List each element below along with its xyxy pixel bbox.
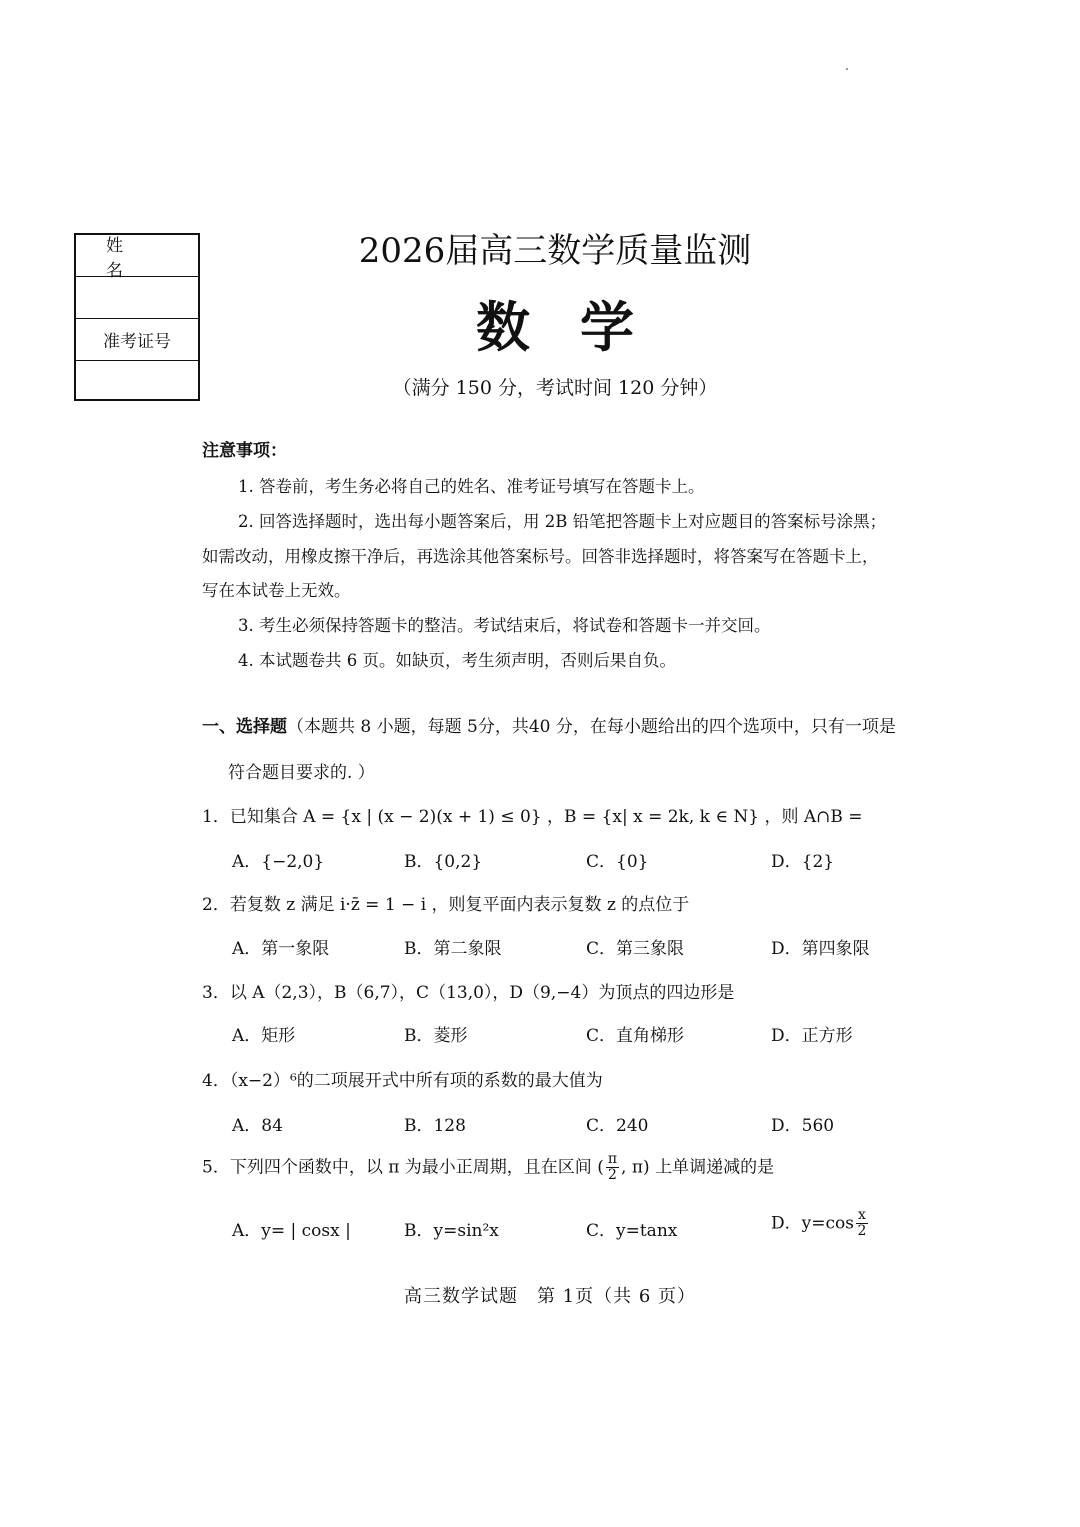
- fraction-denominator: 2: [857, 1223, 867, 1240]
- section-desc: （本题共 8 小题，每题 5分，共40 分，在每小题给出的四个选项中，只有一项是: [287, 717, 896, 737]
- page-footer: 高三数学试题 第 1页（共 6 页）: [403, 1286, 697, 1307]
- notice-heading: 注意事项：: [202, 441, 287, 461]
- question-5-option-a: A．y= | cosx |: [232, 1221, 351, 1241]
- question-5-option-d: [771, 1208, 870, 1240]
- question-2-option-a: A．第一象限: [232, 939, 330, 959]
- question-2-option-c: C．第三象限: [586, 939, 685, 959]
- notice-line: 1. 答卷前，考生务必将自己的姓名、准考证号填写在答题卡上。: [238, 477, 705, 496]
- question-5-option-c: C．y=tanx: [586, 1221, 678, 1241]
- option-d-fraction: [856, 1208, 868, 1240]
- section-desc-2: 符合题目要求的. ）: [228, 763, 375, 783]
- question-4-option-b: B．128: [404, 1116, 466, 1136]
- notice-line: 写在本试卷上无效。: [202, 581, 351, 600]
- fraction-numerator: x: [857, 1207, 866, 1223]
- notice-line: 3. 考生必须保持答题卡的整洁。考试结束后，将试卷和答题卡一并交回。: [238, 616, 771, 635]
- question-5-stem: [202, 1152, 774, 1184]
- question-5-stem-start: 5．下列四个函数中，以 π 为最小正周期，且在区间 (: [202, 1157, 604, 1178]
- question-1-option-b: B．{0,2}: [404, 852, 483, 872]
- question-2-stem: 2．若复数 z 满足 i·z̄ = 1 − i ，则复平面内表示复数 z 的点位于: [202, 895, 690, 915]
- name-label: 姓名: [106, 235, 153, 281]
- question-3-option-b: B．菱形: [404, 1026, 468, 1046]
- fraction-numerator: π: [607, 1151, 618, 1167]
- option-d-text: D．y=cos: [771, 1213, 854, 1234]
- subject-title: 数学: [476, 295, 684, 359]
- fraction-denominator: 2: [607, 1167, 617, 1184]
- question-3-option-d: D．正方形: [771, 1026, 853, 1046]
- question-3-option-c: C．直角梯形: [586, 1026, 685, 1046]
- scan-speck: [846, 68, 848, 70]
- question-4-option-a: A．84: [232, 1116, 283, 1136]
- question-1-option-a: A．{−2,0}: [232, 852, 325, 872]
- exam-title: 2026届高三数学质量监测: [358, 231, 752, 271]
- question-2-option-b: B．第二象限: [404, 939, 502, 959]
- question-4-option-c: C．240: [586, 1116, 649, 1136]
- question-1-stem: 1．已知集合 A = {x | (x − 2)(x + 1) ≤ 0} ，B = {x| x = 2k, k ∈ N} ，则 A∩B =: [202, 807, 863, 827]
- id-label: 准考证号: [103, 332, 171, 352]
- section-heading: [202, 712, 896, 737]
- section-title: 一、选择题: [202, 717, 287, 737]
- question-2-option-d: D．第四象限: [771, 939, 870, 959]
- notice-line: 4. 本试题卷共 6 页。如缺页，考生须声明，否则后果自负。: [238, 651, 676, 670]
- notice-line: 2. 回答选择题时，选出每小题答案后，用 2B 铅笔把答题卡上对应题目的答案标号涂黑；: [238, 512, 887, 531]
- notice-line: 如需改动，用橡皮擦干净后，再选涂其他答案标号。回答非选择题时，将答案写在答题卡上，: [202, 547, 879, 566]
- question-4-option-d: D．560: [771, 1116, 835, 1136]
- question-1-option-d: D．{2}: [771, 852, 835, 872]
- interval-fraction: [606, 1152, 619, 1184]
- question-4-stem: 4．（x−2）⁶的二项展开式中所有项的系数的最大值为: [202, 1071, 603, 1091]
- exam-meta: （满分 150 分，考试时间 120 分钟）: [392, 377, 718, 399]
- question-3-stem: 3．以 A（2,3），B（6,7），C（13,0），D（9,−4）为顶点的四边形是: [202, 983, 735, 1003]
- question-1-option-c: C．{0}: [586, 852, 649, 872]
- question-5-option-b: B．y=sin²x: [404, 1221, 499, 1241]
- question-5-stem-end: , π) 上单调递减的是: [621, 1157, 775, 1178]
- question-3-option-a: A．矩形: [232, 1026, 296, 1046]
